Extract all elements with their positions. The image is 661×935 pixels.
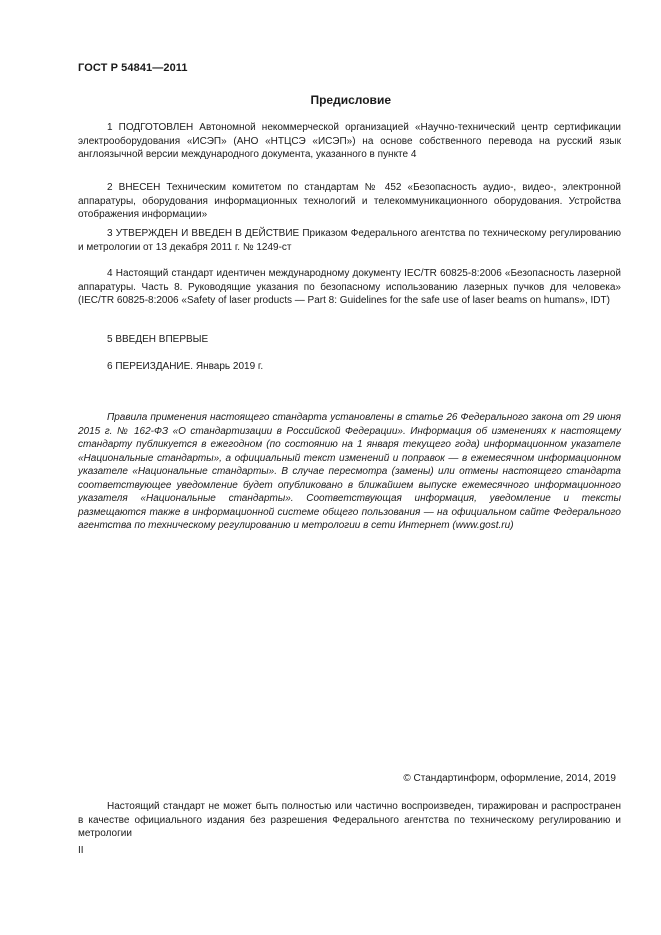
foreword-item-6: 6 ПЕРЕИЗДАНИЕ. Январь 2019 г. <box>107 361 264 372</box>
application-rules-notice: Правила применения настоящего стандарта установлены в статье 26 Федерального закона от 29 июня 2015 г. № 162-ФЗ «О стандартизации в Российской Федерации». Информация об изменениях к настоящему стандарту публикуется в ежегодном (по состоянию на 1 января текущего года) информационном указателе «Национальные стандарты», а официальный текст изменений и поправок — в ежемесячном информационном указателе «Национальные стандарты». В случае пересмотра (замены) или отмены настоящего стандарта соответствующее уведомление будет опубликовано в ближайшем выпуске ежемесячного информационного указателя «Национальные стандарты». Соответствующая информация, уведомление и тексты размещаются также в информационной системе общего пользования — на официальном сайте Федерального агентства по техническому регулированию и метрологии в сети Интернет (www.gost.ru) <box>78 412 621 531</box>
foreword-item-4: 4 Настоящий стандарт идентичен международному документу IEC/TR 60825-8:2006 «Безопасность лазерной аппаратуры. Часть 8. Руководящие указания по безопасному использованию лазерных пучков для человека» (IEC/TR 60825-8:2006 «Safety of laser products — Part 8: Guidelines for the safe use of laser beams on humans», IDT) <box>78 268 621 306</box>
page-number: II <box>78 845 84 856</box>
title-text: Предисловие <box>310 93 391 107</box>
foreword-item-2: 2 ВНЕСЕН Техническим комитетом по стандартам № 452 «Безопасность аудио-, видео-, электронной аппаратуры, оборудования информационных технологий и телекоммуникационного оборудования. Устройства отображения информации» <box>78 182 621 220</box>
page-title <box>78 93 621 107</box>
standard-id: ГОСТ Р 54841—2011 <box>78 62 188 74</box>
foreword-item-5: 5 ВВЕДЕН ВПЕРВЫЕ <box>107 334 209 345</box>
reproduction-notice: Настоящий стандарт не может быть полностью или частично воспроизведен, тиражирован и распространен в качестве официального издания без разрешения Федерального агентства по техническому регулированию и метрологии <box>78 801 621 839</box>
foreword-item-1: 1 ПОДГОТОВЛЕН Автономной некоммерческой организацией «Научно-технический центр сертификации электрооборудования «ИСЭП» (АНО «НТЦСЭ «ИСЭП») на основе собственного перевода на русский язык англоязычной версии международного документа, указанного в пункте 4 <box>78 122 621 160</box>
foreword-item-3: 3 УТВЕРЖДЕН И ВВЕДЕН В ДЕЙСТВИЕ Приказом Федерального агентства по техническому регулированию и метрологии от 13 декабря 2011 г. № 1249-ст <box>78 228 621 253</box>
copyright-line: © Стандартинформ, оформление, 2014, 2019 <box>403 773 616 784</box>
